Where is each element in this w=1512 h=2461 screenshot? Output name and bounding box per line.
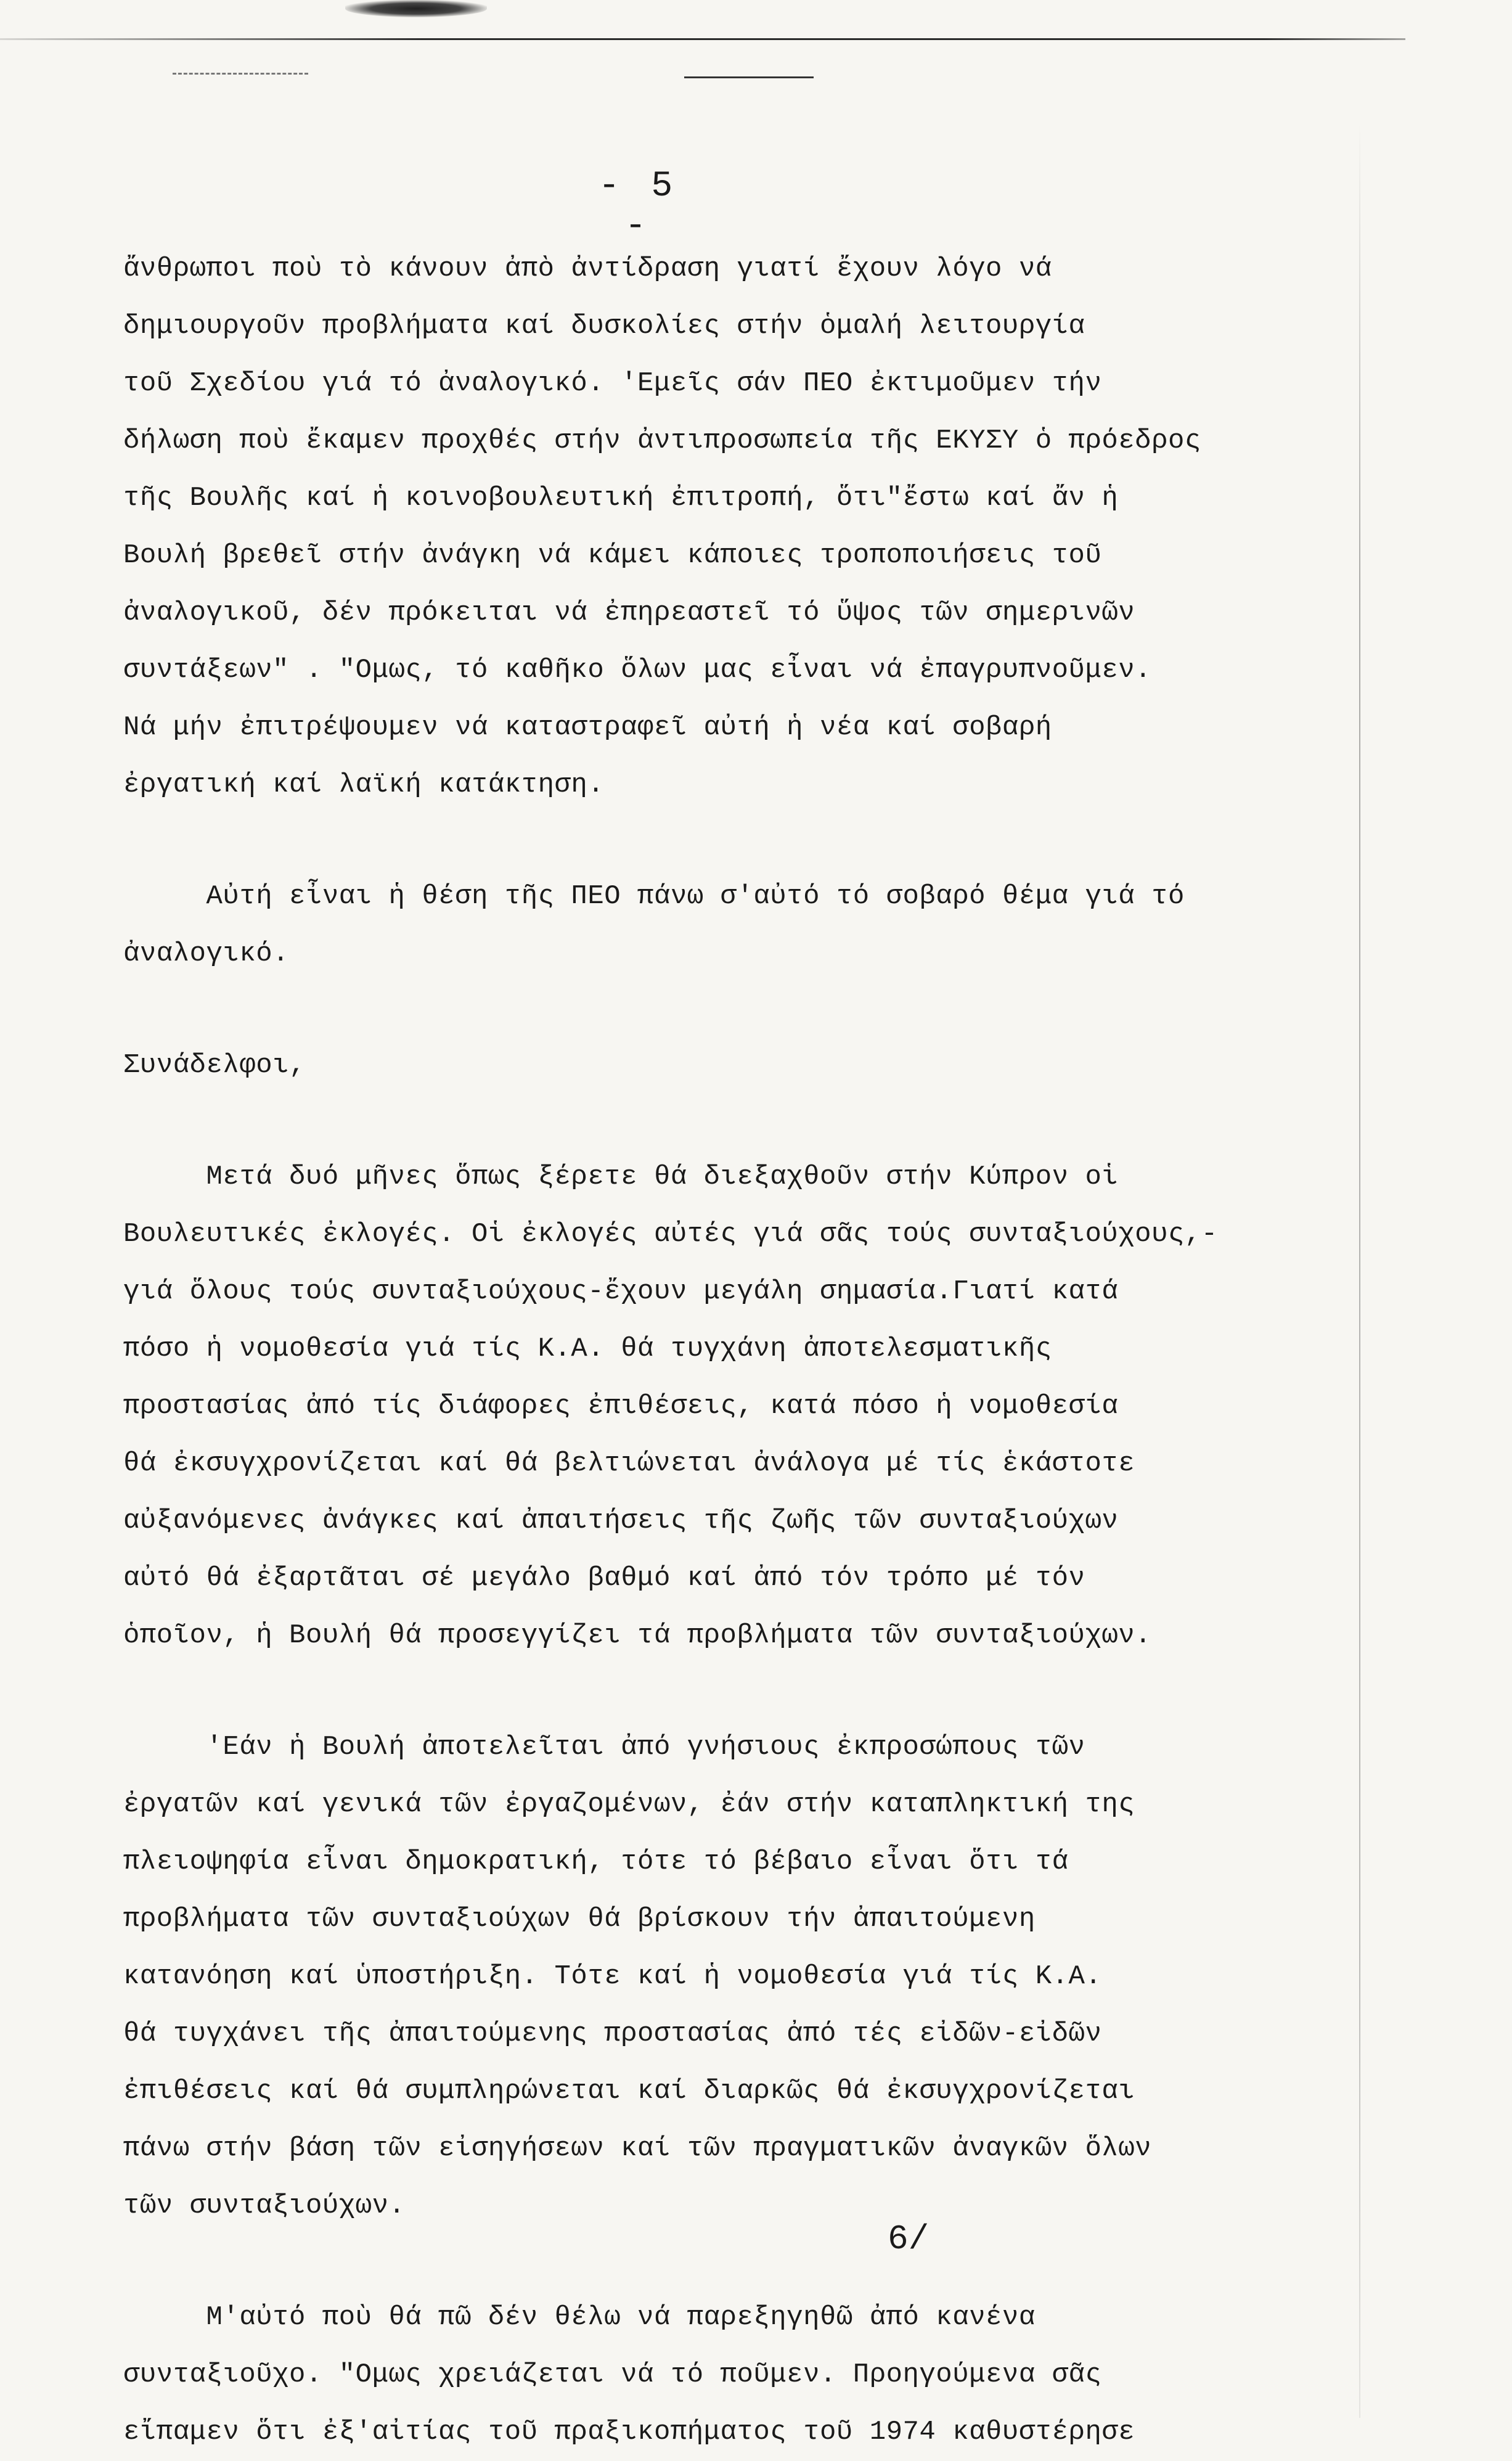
text-line: θά τυγχάνει τῆς ἀπαιτούμενης προστασίας ἀπό τές εἰδῶν-εἰδῶν [123,2018,1102,2049]
text-line: θά ἐκσυγχρονίζεται καί θά βελτιώνεται ἀνάλογα μέ τίς ἑκάστοτε [123,1448,1135,1479]
text-line: Βουλευτικές ἐκλογές. Οἱ ἐκλογές αὐτές γιά σᾶς τούς συνταξιούχους,- [123,1219,1218,1250]
text-line: ἄνθρωποι ποὺ τὸ κάνουν ἀπὸ ἀντίδραση γιατί ἔχουν λόγο νά [123,253,1052,284]
dashed-rule [173,73,308,75]
paragraph [123,2289,1331,2461]
text-line: τῶν συνταξιούχων. [123,2190,406,2221]
text-line: κατανόηση καί ὑποστήριξη. Τότε καί ἡ νομοθεσία γιά τίς Κ.Α. [123,1961,1102,1992]
text-line: τοῦ Σχεδίου γιά τό ἀναλογικό. 'Εμεῖς σάν ΠΕΟ ἐκτιμοῦμεν τήν [123,368,1102,399]
paragraph-gap [123,1665,1331,1719]
text-line: τῆς Βουλῆς καί ἡ κοινοβουλευτική ἐπιτροπή, ὅτι"ἔστω καί ἄν ἡ [123,483,1119,514]
paragraph-gap [123,814,1331,868]
text-line: 'Εάν ἡ Βουλή ἀποτελεῖται ἀπό γνήσιους ἐκπροσώπους τῶν [123,1732,1085,1763]
text-line: Μ'αὐτό ποὺ θά πῶ δέν θέλω νά παρεξηγηθῶ ἀπό κανένα [123,2302,1036,2333]
text-line: ἀναλογικοῦ, δέν πρόκειται νά ἐπηρεαστεῖ τό ὕψος τῶν σημερινῶν [123,597,1135,628]
document-body [123,240,1331,2461]
text-line: Μετά δυό μῆνες ὅπως ξέρετε θά διεξαχθοῦν στήν Κύπρον οἱ [123,1161,1119,1192]
paragraph-gap [123,983,1331,1037]
text-line: ἐργατική καί λαϊκή κατάκτηση. [123,769,605,800]
scan-top-edge [0,0,1512,68]
text-line: πόσο ἡ νομοθεσία γιά τίς Κ.Α. θά τυγχάνη ἀποτελεσματικῆς [123,1333,1052,1364]
text-line: Αὐτή εἶναι ἡ θέση τῆς ΠΕΟ πάνω σ'αὐτό τό σοβαρό θέμα γιά τό [123,881,1185,912]
paragraph [123,1037,1331,1094]
top-rule [0,38,1405,40]
text-line: συντάξεων" . "Ομως, τό καθῆκο ὅλων μας εἶναι νά ἐπαγρυπνοῦμεν. [123,655,1152,686]
salutation: Συνάδελφοι, [123,1050,306,1081]
text-line: ἐργατῶν καί γενικά τῶν ἐργαζομένων, ἐάν στήν καταπληκτική της [123,1789,1135,1820]
paragraph [123,240,1331,814]
text-line: ἐπιθέσεις καί θά συμπληρώνεται καί διαρκῶς θά ἐκσυγχρονίζεται [123,2076,1135,2107]
continuation-marker: 6/ [888,2219,930,2259]
ink-blot [345,0,487,17]
paragraph-gap [123,1094,1331,1149]
page-edge [1359,123,1360,2418]
text-line: πλειοψηφία εἶναι δημοκρατική, τότε τό βέβαιο εἶναι ὅτι τά [123,1846,1069,1877]
paragraph [123,1149,1331,1665]
text-line: συνταξιοῦχο. "Ομως χρειάζεται νά τό ποῦμεν. Προηγούμενα σᾶς [123,2359,1102,2390]
text-line: δήλωση ποὺ ἔκαμεν προχθές στήν ἀντιπροσωπεία τῆς ΕΚΥΣΥ ὁ πρόεδρος [123,425,1201,456]
text-line: δημιουργοῦν προβλήματα καί δυσκολίες στήν ὁμαλή λειτουργία [123,311,1085,342]
text-line: προστασίας ἀπό τίς διάφορες ἐπιθέσεις, κατά πόσο ἡ νομοθεσία [123,1391,1119,1422]
text-line: ἀναλογικό. [123,938,290,969]
text-line: ὁποῖον, ἡ Βουλή θά προσεγγίζει τά προβλήματα τῶν συνταξιούχων. [123,1620,1152,1651]
text-line: Βουλή βρεθεῖ στήν ἀνάγκη νά κάμει κάποιες τροποποιήσεις τοῦ [123,540,1102,571]
text-line: γιά ὅλους τούς συνταξιούχους-ἔχουν μεγάλη σημασία.Γιατί κατά [123,1276,1119,1307]
text-line: προβλήματα τῶν συνταξιούχων θά βρίσκουν τήν ἀπαιτούμενη [123,1904,1036,1935]
paragraph-gap [123,2235,1331,2289]
text-line: εἴπαμεν ὅτι ἐξ'αἰτίας τοῦ πραξικοπήματος τοῦ 1974 καθυστέρησε [123,2417,1135,2447]
paragraph [123,868,1331,983]
text-line: αὐτό θά ἐξαρτᾶται σέ μεγάλο βαθμό καί ἀπό τόν τρόπο μέ τόν [123,1563,1085,1594]
text-line: Νά μήν ἐπιτρέψουμεν νά καταστραφεῖ αὐτή ἡ νέα καί σοβαρή [123,712,1052,743]
paragraph [123,1719,1331,2235]
text-line: πάνω στήν βάση τῶν εἰσηγήσεων καί τῶν πραγματικῶν ἀναγκῶν ὅλων [123,2133,1152,2164]
short-rule [684,76,814,78]
page-number: - 5 - [598,166,678,247]
text-line: αὐξανόμενες ἀνάγκες καί ἀπαιτήσεις τῆς ζωῆς τῶν συνταξιούχων [123,1505,1119,1536]
